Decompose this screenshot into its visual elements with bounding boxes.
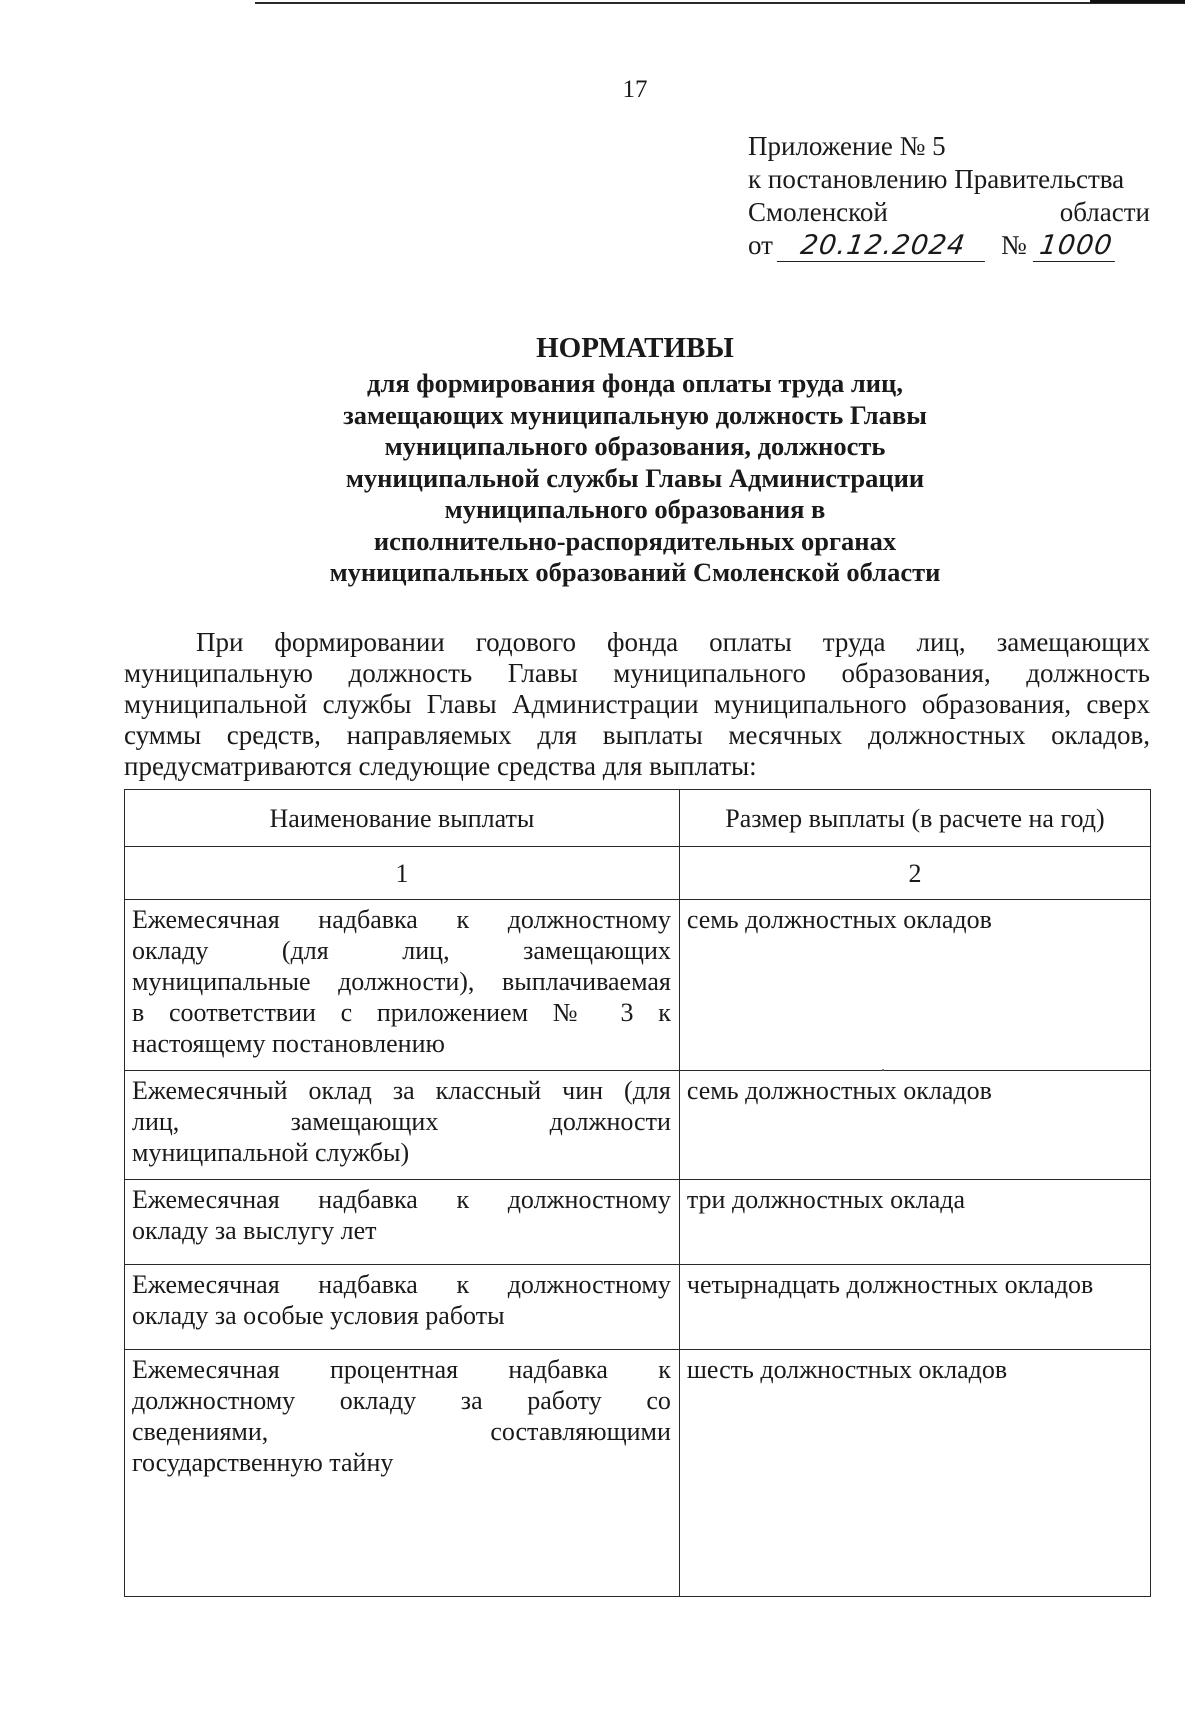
document-title: [180, 330, 1090, 589]
payment-size-cell: семь должностных окладов: [679, 1071, 1150, 1180]
title-line: муниципального образования, должность: [384, 431, 886, 461]
intro-line: муниципальной службы Главы Администрации муниципального образования, сверх: [124, 689, 1150, 719]
cell-line: окладу (для лиц, замещающих: [132, 936, 671, 965]
cell-line: муниципальной службы): [132, 1138, 410, 1167]
header-payment-name: Наименование выплаты: [125, 790, 680, 847]
cell-line: окладу за особые условия работы: [132, 1301, 505, 1330]
number-prefix: №: [1000, 230, 1027, 260]
payment-size-cell: три должностных оклада: [679, 1180, 1150, 1265]
cell-line: окладу за выслугу лет: [132, 1216, 377, 1245]
intro-line: предусматриваются следующие средства для выплаты:: [124, 751, 757, 781]
intro-line: суммы средств, направляемых для выплаты месячных должностных окладов,: [124, 720, 1150, 750]
norms-table: [124, 789, 1151, 1597]
cell-line: муниципальные должности), выплачиваемая: [132, 967, 671, 996]
table-header-row: [125, 790, 1151, 847]
cell-line: в соответствии с приложением № 3 к: [132, 998, 671, 1027]
appendix-reference: [748, 130, 1150, 262]
cell-line: лиц, замещающих должности: [132, 1107, 671, 1136]
appendix-region-line: [748, 196, 1150, 229]
date-prefix: от: [748, 230, 773, 260]
cell-line: Ежемесячная надбавка к должностному: [132, 1270, 671, 1299]
payment-size-cell: четырнадцать должностных окладов: [679, 1265, 1150, 1350]
appendix-decree-line: к постановлению Правительства: [748, 164, 1125, 194]
handwritten-number: 1000: [1033, 231, 1119, 262]
page-number: 17: [622, 76, 648, 103]
payment-size-cell: семь должностных окладов: [679, 900, 1150, 1071]
payment-name-cell: [125, 900, 680, 1071]
cell-line: Ежемесячная надбавка к должностному: [132, 1185, 671, 1214]
payment-name-cell: [125, 1071, 680, 1180]
table-row: [125, 900, 1151, 1071]
header-payment-size: Размер выплаты (в расчете на год): [679, 790, 1150, 847]
cell-line: настоящему постановлению: [132, 1029, 445, 1058]
payment-name-cell: [125, 1265, 680, 1350]
intro-paragraph: [124, 627, 1150, 782]
table-row: [125, 1350, 1151, 1597]
appendix-region-left: Смоленской: [748, 197, 888, 227]
title-line: исполнительно-распорядительных органах: [373, 525, 897, 556]
table-row: [125, 1180, 1151, 1265]
cell-line: сведениями, составляющими: [132, 1417, 671, 1446]
cell-line: Ежемесячный оклад за классный чин (для: [132, 1076, 671, 1105]
intro-line: муниципальную должность Главы муниципального образования, должность: [124, 658, 1150, 688]
table-row: [125, 1071, 1151, 1180]
title-line: муниципальных образований Смоленской области: [329, 557, 941, 587]
cell-line: Ежемесячная процентная надбавка к: [132, 1355, 671, 1384]
title-line: замещающих муниципальную должность Главы: [343, 399, 927, 430]
scan-artifact-line-right: [1090, 0, 1185, 3]
title-line: муниципального образования в: [444, 494, 826, 524]
appendix-region-right: области: [1059, 197, 1150, 227]
title-subtitle: [180, 368, 1090, 589]
cell-line: Ежемесячная надбавка к должностному: [132, 905, 671, 934]
title-line: муниципальной службы Главы Администрации: [345, 462, 925, 493]
payment-name-cell: [125, 1180, 680, 1265]
appendix-title: Приложение № 5: [748, 131, 946, 161]
title-line: для формирования фонда оплаты труда лиц,: [367, 368, 903, 398]
scan-speck: [882, 1069, 884, 1071]
payment-size-cell: шесть должностных окладов: [679, 1350, 1150, 1597]
column-number-1: 1: [125, 847, 680, 900]
intro-line: При формировании годового фонда оплаты труда лиц, замещающих: [196, 627, 1150, 657]
appendix-date-row: [748, 229, 1150, 262]
scan-artifact-line: [255, 2, 1185, 4]
cell-line: должностному окладу за работу со: [132, 1386, 671, 1415]
table-row: [125, 1265, 1151, 1350]
payment-name-cell: [125, 1350, 680, 1597]
column-number-row: [125, 847, 1151, 900]
column-number-2: 2: [679, 847, 1150, 900]
cell-line: государственную тайну: [132, 1448, 394, 1477]
handwritten-date: 20.12.2024: [777, 231, 989, 262]
title-main: НОРМАТИВЫ: [536, 332, 734, 364]
